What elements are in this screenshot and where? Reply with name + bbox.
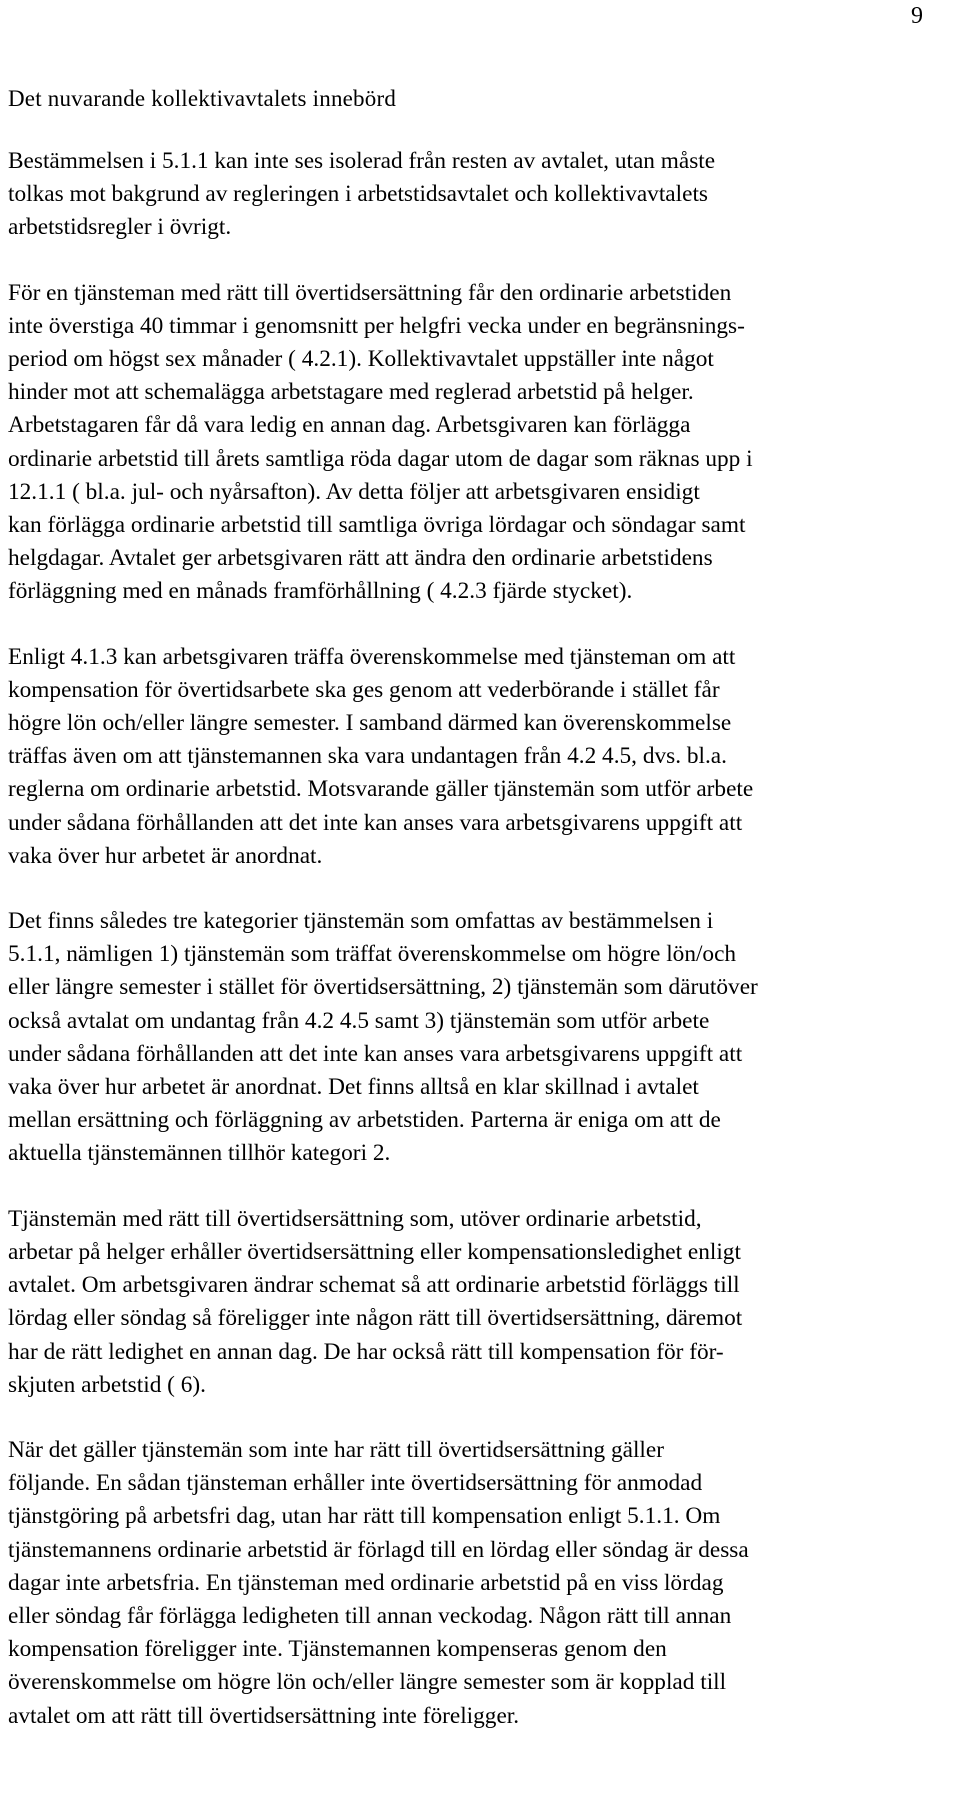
- paragraph-line: 5.1.1, nämligen 1) tjänstemän som träffat överenskommelse om högre lön/och: [8, 941, 737, 968]
- paragraph-line: helgdagar. Avtalet ger arbetsgivaren rätt att ändra den ordinarie arbetstidens: [8, 545, 713, 572]
- paragraph-line: Arbetstagaren får då vara ledig en annan dag. Arbetsgivaren kan förlägga: [8, 412, 691, 439]
- paragraph-line: tjänstgöring på arbetsfri dag, utan har rätt till kompensation enligt 5.1.1. Om: [8, 1503, 721, 1530]
- paragraph-line: träffas även om att tjänstemannen ska vara undantagen från 4.2 4.5, dvs. bl.a.: [8, 743, 727, 770]
- paragraph-line: arbetstidsregler i övrigt.: [8, 214, 232, 241]
- page-number: 9: [911, 3, 923, 29]
- paragraph-line: Tjänstemän med rätt till övertidsersättning som, utöver ordinarie arbetstid,: [8, 1205, 702, 1232]
- paragraph-line: överenskommelse om högre lön och/eller längre semester som är kopplad till: [8, 1669, 727, 1696]
- paragraph: [8, 905, 948, 1171]
- paragraph: [8, 641, 948, 873]
- paragraph-line: följande. En sådan tjänsteman erhåller inte övertidsersättning för anmodad: [8, 1470, 703, 1497]
- paragraph-line: vaka över hur arbetet är anordnat. Det finns alltså en klar skillnad i avtalet: [8, 1074, 699, 1101]
- paragraph-line: lördag eller söndag så föreligger inte någon rätt till övertidsersättning, däremot: [8, 1305, 743, 1332]
- paragraph-line: När det gäller tjänstemän som inte har rätt till övertidsersättning gäller: [8, 1436, 664, 1463]
- paragraph-line: Bestämmelsen i 5.1.1 kan inte ses isolerad från resten av avtalet, utan måste: [8, 148, 716, 174]
- paragraph-line: kan förlägga ordinarie arbetstid till samtliga övriga lördagar och söndagar samt: [8, 512, 746, 539]
- paragraph-list: [8, 145, 948, 1733]
- document-body: [8, 82, 948, 1765]
- paragraph: [8, 1203, 948, 1402]
- paragraph-line: under sådana förhållanden att det inte kan anses vara arbetsgivarens uppgift att: [8, 809, 743, 836]
- paragraph-line: dagar inte arbetsfria. En tjänsteman med ordinarie arbetstid på en viss lördag: [8, 1569, 724, 1596]
- paragraph-line: förläggning med en månads framförhållning ( 4.2.3 fjärde stycket).: [8, 578, 633, 605]
- paragraph-line: 12.1.1 ( bl.a. jul- och nyårsafton). Av detta följer att arbetsgivaren ensidigt: [8, 478, 700, 505]
- paragraph-line: avtalet. Om arbetsgivaren ändrar schemat så att ordinarie arbetstid förläggs till: [8, 1272, 740, 1299]
- paragraph-line: Det finns således tre kategorier tjänstemän som omfattas av bestämmelsen i: [8, 908, 714, 935]
- paragraph-line: tjänstemannens ordinarie arbetstid är förlagd till en lördag eller söndag är dessa: [8, 1536, 749, 1563]
- paragraph-line: arbetar på helger erhåller övertidsersättning eller kompensationsledighet enligt: [8, 1238, 741, 1265]
- paragraph-line: kompensation för övertidsarbete ska ges genom att vederbörande i stället får: [8, 676, 720, 703]
- paragraph-line: tolkas mot bakgrund av regleringen i arbetstidsavtalet och kollektivavtalets: [8, 181, 708, 208]
- paragraph: [8, 277, 948, 609]
- paragraph: [8, 1434, 948, 1733]
- paragraph-line: mellan ersättning och förläggning av arbetstiden. Parterna är eniga om att de: [8, 1107, 721, 1134]
- paragraph-line: aktuella tjänstemännen tillhör kategori 2.: [8, 1140, 391, 1167]
- paragraph: [8, 145, 948, 245]
- section-heading: Det nuvarande kollektivavtalets innebörd: [8, 86, 397, 111]
- paragraph-line: inte överstiga 40 timmar i genomsnitt per helgfri vecka under en begränsnings-: [8, 312, 745, 339]
- paragraph-line: eller söndag får förlägga ledigheten till annan veckodag. Någon rätt till annan: [8, 1602, 732, 1629]
- paragraph-line: skjuten arbetstid ( 6).: [8, 1371, 206, 1398]
- paragraph-line: ordinarie arbetstid till årets samtliga röda dagar utom de dagar som räknas upp i: [8, 445, 753, 472]
- paragraph-line: Enligt 4.1.3 kan arbetsgivaren träffa överenskommelse med tjänsteman om att: [8, 643, 736, 670]
- paragraph-line: vaka över hur arbetet är anordnat.: [8, 842, 323, 869]
- paragraph-line: eller längre semester i stället för övertidsersättning, 2) tjänstemän som därutöver: [8, 974, 758, 1001]
- paragraph-line: under sådana förhållanden att det inte kan anses vara arbetsgivarens uppgift att: [8, 1040, 743, 1067]
- paragraph-line: För en tjänsteman med rätt till övertidsersättning får den ordinarie arbetstiden: [8, 279, 732, 306]
- paragraph-line: också avtalat om undantag från 4.2 4.5 samt 3) tjänstemän som utför arbete: [8, 1007, 710, 1034]
- paragraph-line: period om högst sex månader ( 4.2.1). Kollektivavtalet uppställer inte något: [8, 346, 714, 373]
- paragraph-line: reglerna om ordinarie arbetstid. Motsvarande gäller tjänstemän som utför arbete: [8, 776, 754, 803]
- paragraph-line: avtalet om att rätt till övertidsersättning inte föreligger.: [8, 1702, 520, 1729]
- paragraph-line: kompensation föreligger inte. Tjänstemannen kompenseras genom den: [8, 1636, 667, 1663]
- paragraph-line: högre lön och/eller längre semester. I samband därmed kan överenskommelse: [8, 710, 732, 737]
- paragraph-line: hinder mot att schemalägga arbetstagare med reglerad arbetstid på helger.: [8, 379, 694, 406]
- paragraph-line: har de rätt ledighet en annan dag. De har också rätt till kompensation för för-: [8, 1338, 724, 1365]
